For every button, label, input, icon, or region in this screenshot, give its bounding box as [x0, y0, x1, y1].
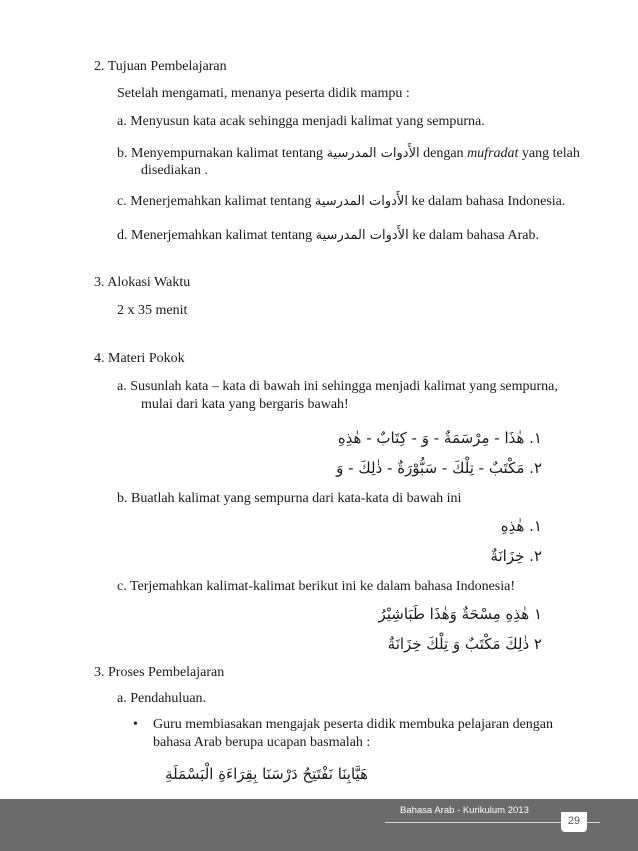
tujuan-item-b-mid: dengan	[423, 146, 464, 161]
materi-item-b: b. Buatlah kalimat yang sempurna dari kata-kata di bawah ini	[117, 491, 462, 506]
tujuan-item-d-post: ke dalam bahasa Arab.	[412, 228, 539, 243]
tujuan-item-b-italic: mufradat	[467, 146, 519, 161]
tujuan-item-c-text: c. Menerjemahkan kalimat tentang	[117, 194, 312, 209]
tujuan-item-c-post: ke dalam bahasa Indonesia.	[411, 194, 566, 209]
tujuan-item-b	[117, 145, 580, 163]
section-heading-materi: 4. Materi Pokok	[94, 351, 185, 366]
page-number: 29	[567, 815, 581, 827]
section-heading-tujuan: 2. Tujuan Pembelajaran	[94, 59, 227, 74]
alokasi-value: 2 x 35 menit	[117, 303, 188, 318]
materi-c-arabic-2: ٢ ذٰلِكَ مَكْتَبٌ وَ تِلْكَ خِزَانَةٌ	[387, 635, 542, 653]
tujuan-item-d-text: d. Menerjemahkan kalimat tentang	[117, 228, 313, 243]
materi-item-a-line2: mulai dari kata yang bergaris bawah!	[141, 397, 349, 412]
proses-bullet-line1: Guru membiasakan mengajak peserta didik membuka pelajaran dengan	[153, 717, 554, 732]
proses-item-a: a. Pendahuluan.	[117, 691, 207, 706]
materi-c-arabic-1: ١ هٰذِهِ مِسْحَةٌ وَهٰذَا طَبَاشِيْرُ	[378, 605, 542, 623]
tujuan-item-c	[117, 193, 565, 211]
materi-a-arabic-2: ٢. مَكْتَبٌ - تِلْكَ - سَبُّوْرَةٌ - ذٰلِكَ - وَ	[336, 459, 542, 477]
tujuan-intro: Setelah mengamati, menanya peserta didik mampu :	[117, 86, 410, 101]
bullet-marker: •	[133, 717, 138, 732]
tujuan-item-d-arabic: الأَدوات المدرسية	[315, 228, 409, 243]
proses-arabic-basmalah: هَيَّابِنَا نَفْتَتِحُ دَرْسَنَا بِقِرَاءَةِ الْبَسْمَلَةِ	[165, 765, 368, 783]
materi-item-c: c. Terjemahkan kalimat-kalimat berikut ini ke dalam bahasa Indonesia!	[117, 579, 516, 594]
footer-title: Bahasa Arab - Kurikulum 2013	[400, 805, 529, 816]
tujuan-item-b-text: b. Menyempurnakan kalimat tentang	[117, 146, 324, 161]
footer-bar	[0, 799, 638, 851]
tujuan-item-b-arabic: الأَدوات المدرسية	[326, 146, 420, 161]
tujuan-item-c-arabic: الأَدوات المدرسية	[314, 194, 408, 209]
section-heading-alokasi: 3. Alokasi Waktu	[94, 275, 191, 290]
section-heading-proses: 3. Proses Pembelajaran	[94, 665, 225, 680]
tujuan-item-a: a. Menyusun kata acak sehingga menjadi kalimat yang sempurna.	[117, 114, 485, 129]
tujuan-item-b-post: yang telah	[521, 146, 580, 161]
tujuan-item-d	[117, 227, 539, 245]
materi-item-a: a. Susunlah kata – kata di bawah ini sehingga menjadi kalimat yang sempurna,	[117, 379, 558, 394]
materi-b-arabic-2: ٢. خِزَانَةٌ	[490, 547, 542, 565]
tujuan-item-b-line2: disediakan .	[141, 163, 208, 178]
proses-bullet-line2: bahasa Arab berupa ucapan basmalah :	[153, 735, 371, 750]
materi-b-arabic-1: ١. هٰذِهِ	[500, 517, 542, 535]
materi-a-arabic-1: ١. هٰذَا - مِرْسَمَةٌ - وَ - كِتَابٌ - هٰذِهِ	[337, 429, 542, 447]
page-number-box	[561, 812, 587, 832]
